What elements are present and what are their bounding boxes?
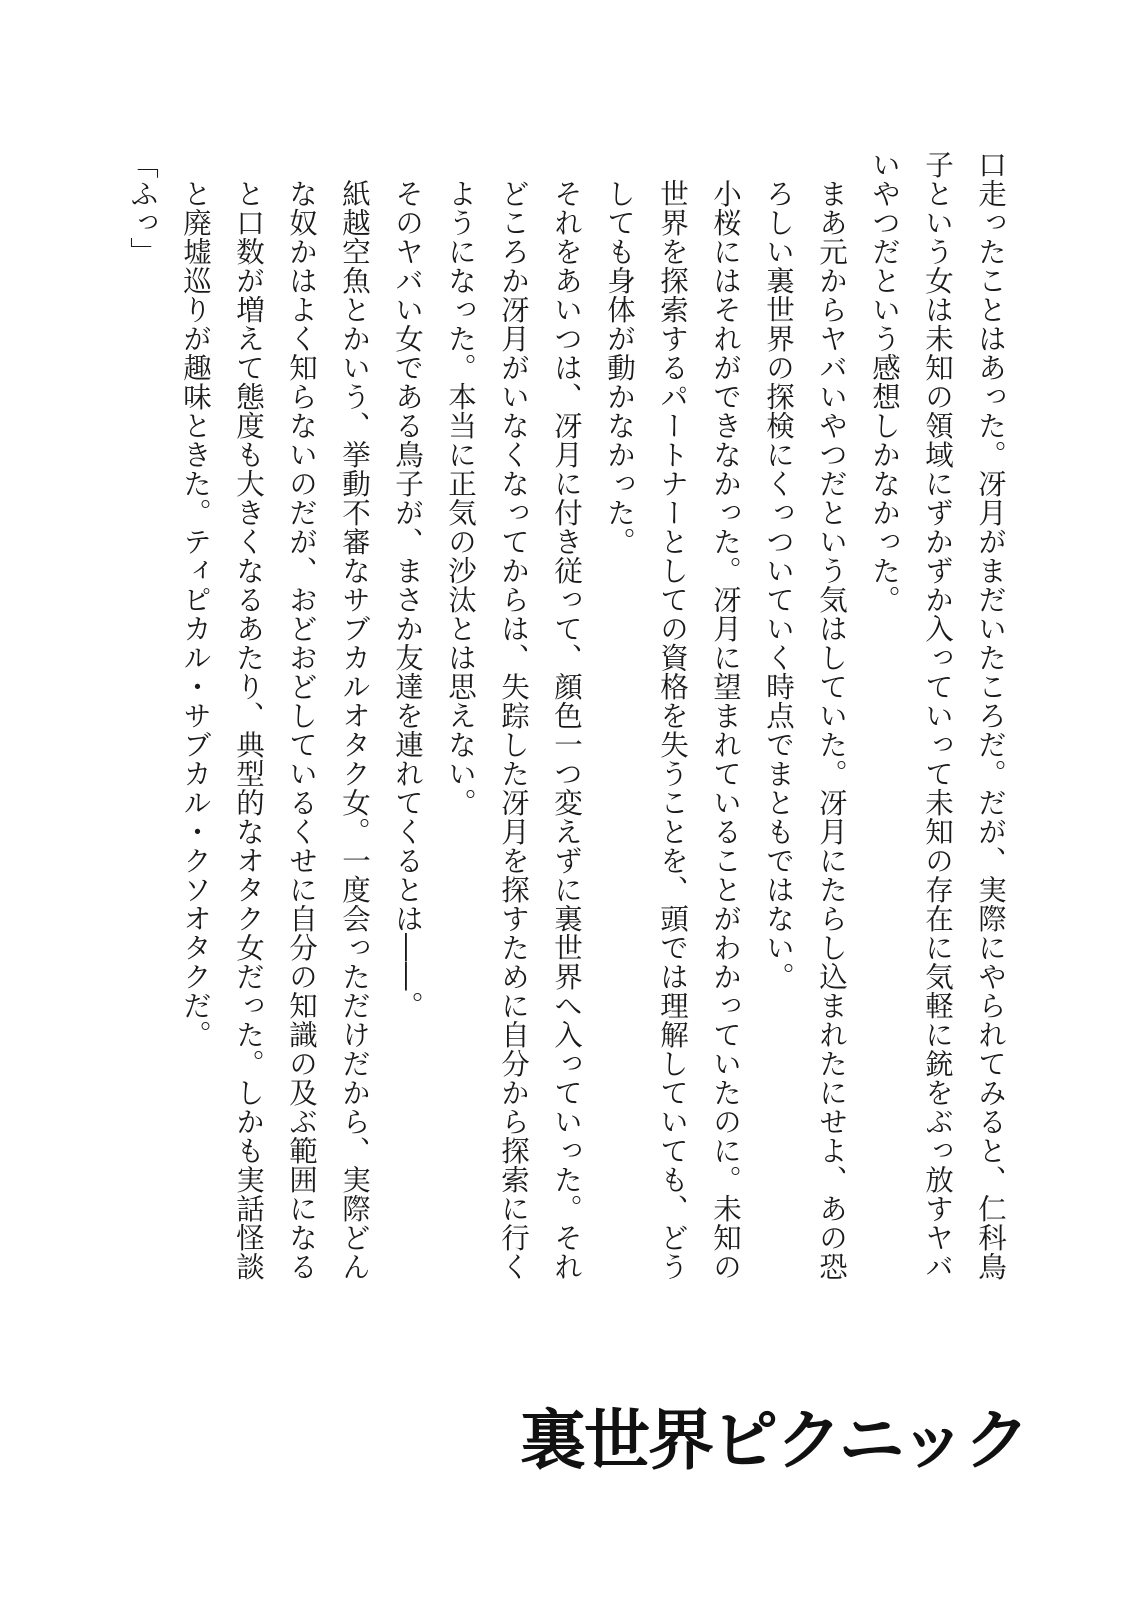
paragraph-5: そのヤバい女である鳥子が、まさか友達を連れてくるとは――。 xyxy=(391,178,424,1020)
paragraph-3: 小桜にはそれができなかった。冴月に望まれていることがわかっていたのに。未知の世界を探索するパートナーとしての資格を失うことを、頭では理解していても、どうしても身体が動かなかった。 xyxy=(603,178,742,1281)
vertical-body-text xyxy=(116,150,1017,1300)
book-title: 裏世界ピクニック xyxy=(520,1401,1029,1479)
paragraph-6: 紙越空魚とかいう、挙動不審なサブカルオタク女。一度会っただけだから、実際どんな奴かはよく知らないのだが、おどおどしているくせに自分の知識の及ぶ範囲になると口数が増えて態度も大きくなるあたり、典型的なオタク女だった。しかも実話怪談と廃墟巡りが趣味ときた。ティピカル・サブカル・クソオタクだ。 xyxy=(179,178,371,1281)
paragraph-7: 「ふっ」 xyxy=(126,150,159,266)
paragraph-2: まあ元からヤバいやつだという気はしていた。冴月にたらし込まれたにせよ、あの恐ろしい裏世界の探検にくっついていく時点でまともではない。 xyxy=(762,178,848,1281)
paragraph-1: 口走ったことはあった。冴月がまだいたころだ。だが、実際にやられてみると、仁科鳥子という女は未知の領域にずかずか入っていって未知の存在に気軽に銃をぶっ放すヤバいやつだという感想しかなかった。 xyxy=(868,150,1007,1281)
paragraph-4: それをあいつは、冴月に付き従って、顔色一つ変えずに裏世界へ入っていった。それどころか冴月がいなくなってからは、失踪した冴月を探すために自分から探索に行くようになった。本当に正気の沙汰とは思えない。 xyxy=(444,178,583,1281)
